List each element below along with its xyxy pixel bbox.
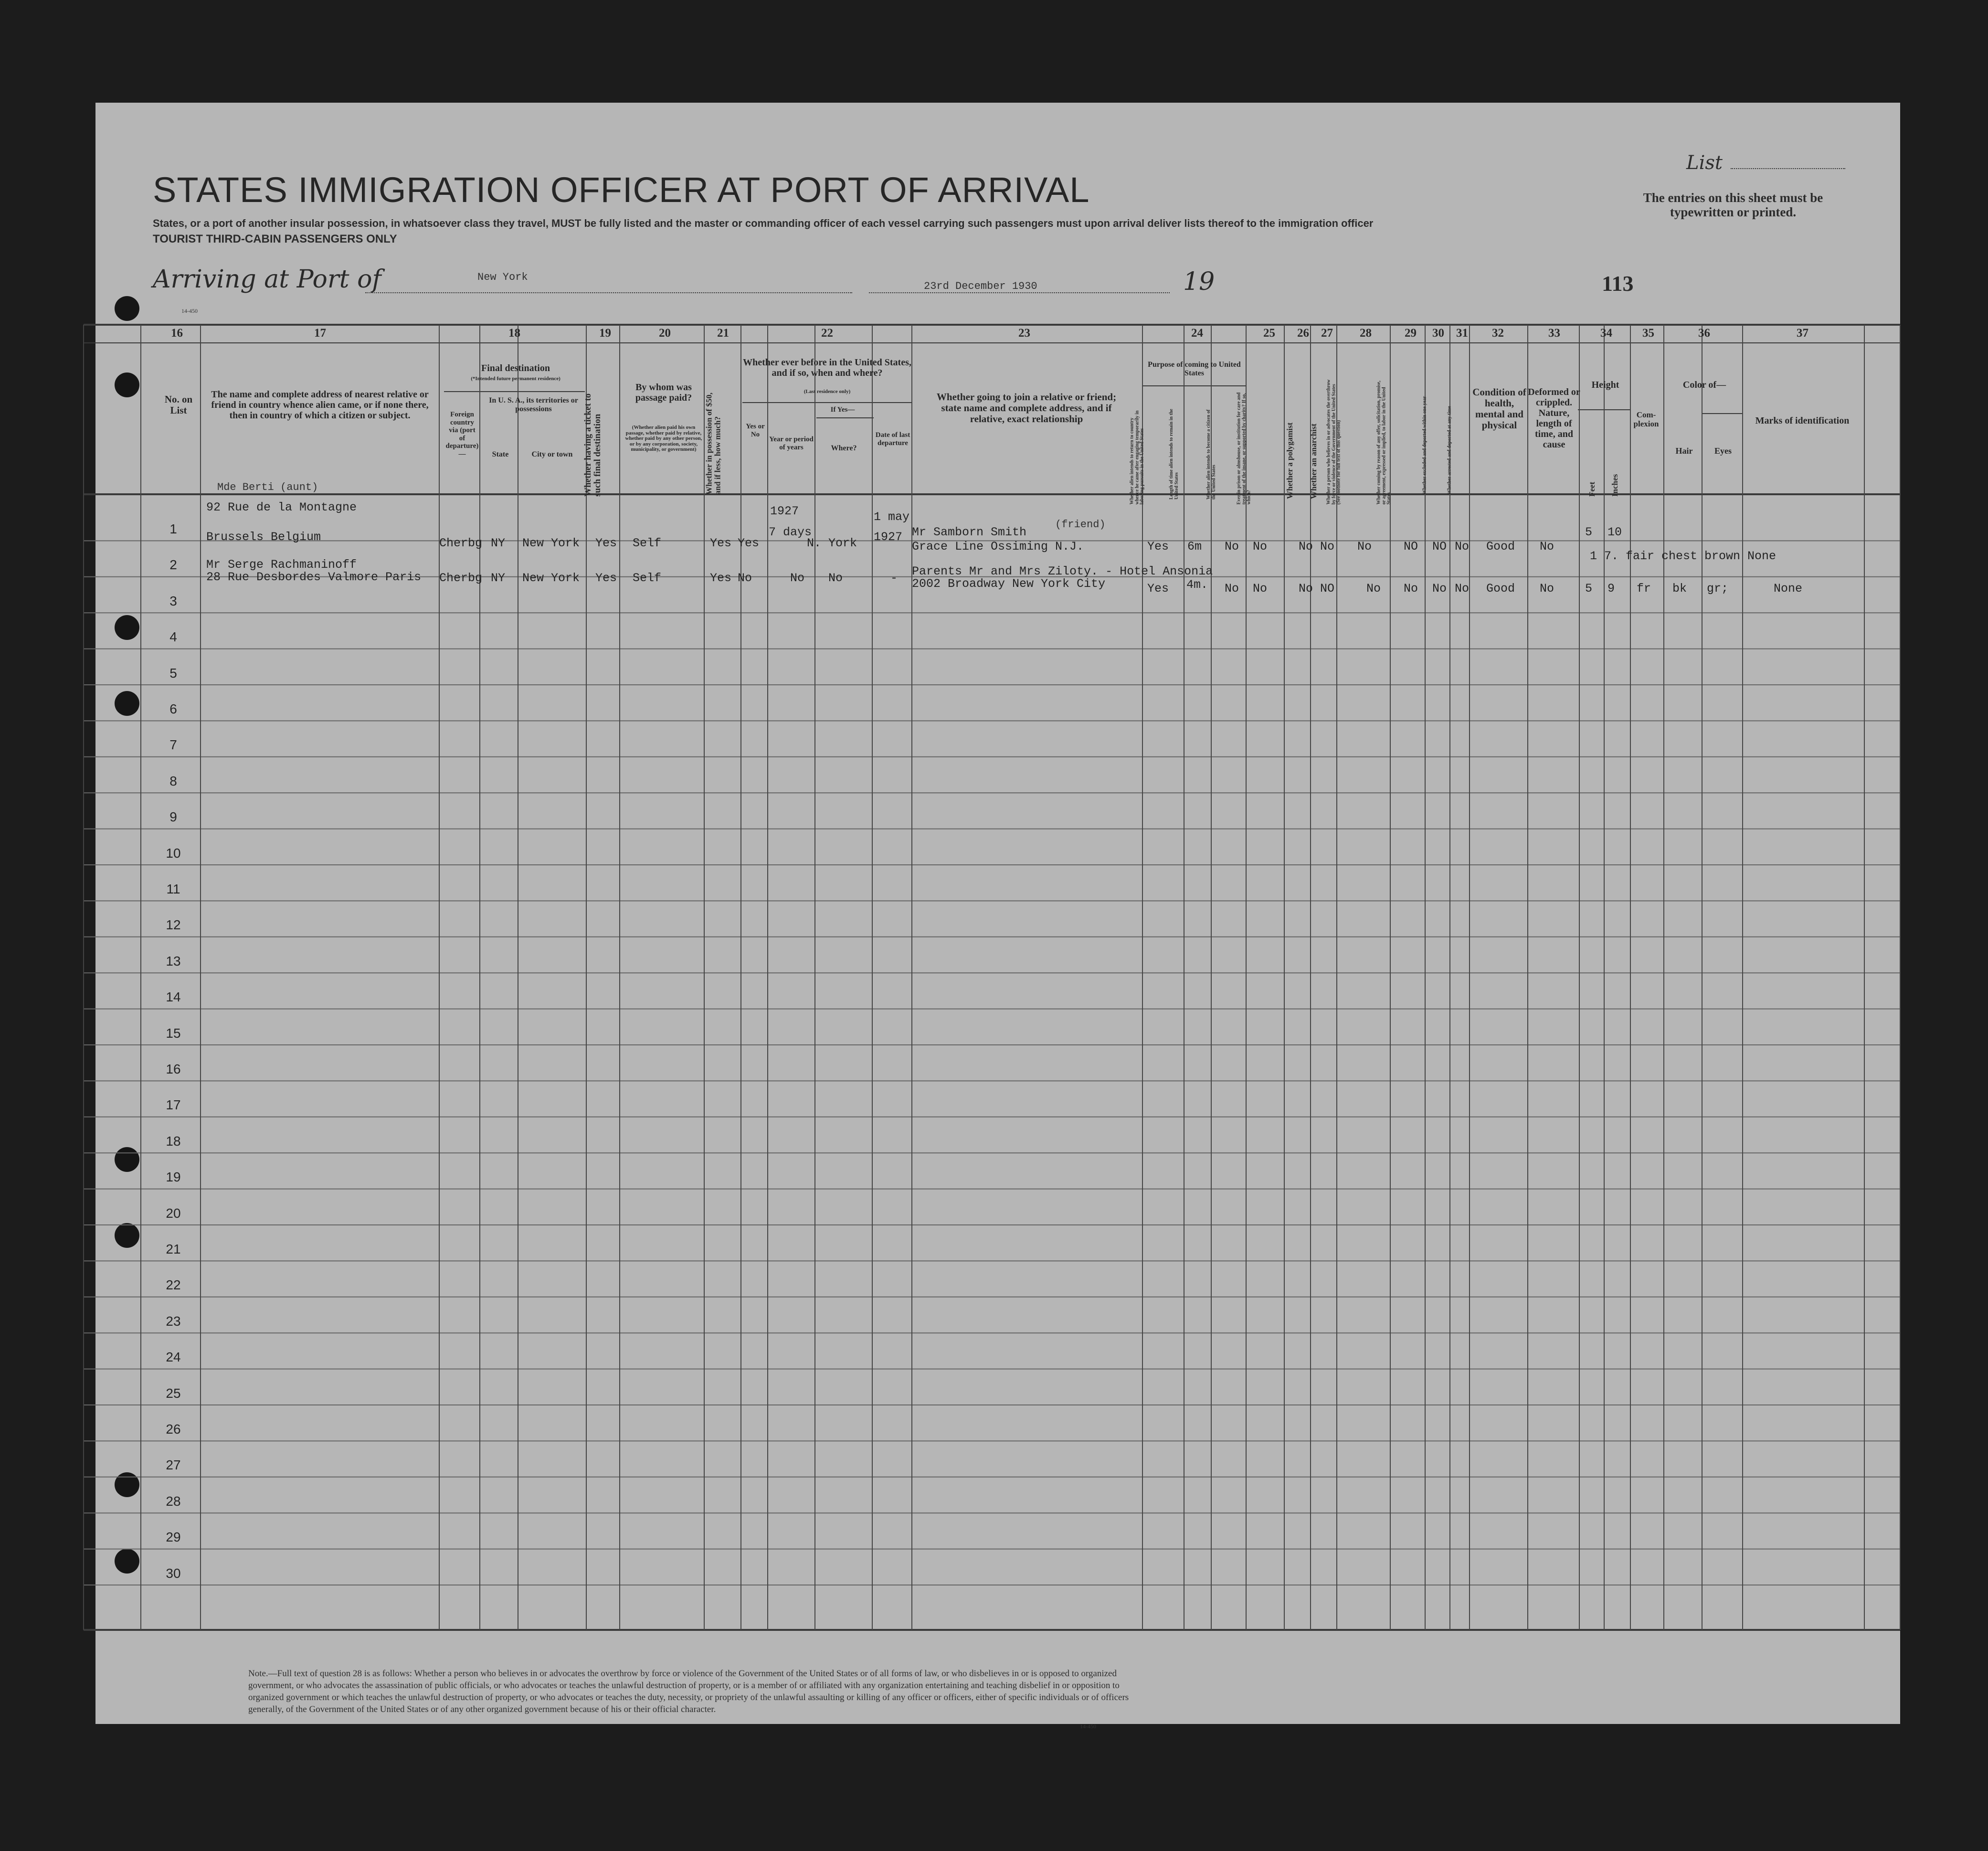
row-number: 23 — [166, 1313, 181, 1329]
year-prefix: 19 — [1183, 267, 1215, 296]
col-heading-fifty-dollars: Whether in possession of $50, and if less, how much? — [704, 393, 722, 495]
entry2-polygamist: No — [1299, 582, 1313, 596]
col-heading-before-us: Whether ever before in the United States, and if so, when and where? — [743, 357, 911, 378]
col-number-33: 33 — [1548, 327, 1560, 340]
form-code: 14-450 — [181, 308, 198, 314]
col-heading-where: Where? — [831, 444, 857, 452]
entry1-relative-address: 92 Rue de la Montagne — [206, 500, 357, 514]
entry2-offer: No — [1404, 582, 1418, 596]
entry1-ticket: Yes — [595, 536, 617, 550]
col-heading-purpose: Purpose of coming to United States — [1148, 361, 1241, 377]
class-label: TOURIST THIRD-CABIN PASSENGERS ONLY — [153, 233, 397, 245]
entry1-before: Yes — [738, 536, 760, 550]
row-number: 1 — [169, 521, 177, 536]
entry1-overthrow: No — [1357, 540, 1372, 553]
entry1-inches: 10 — [1607, 525, 1622, 539]
entry1-fifty: Yes — [710, 536, 732, 550]
col-heading-yes-no: Yes or No — [746, 423, 765, 438]
col-heading-city: City or town — [531, 450, 573, 458]
entry1-relative-name: Mde Berti (aunt) — [217, 481, 318, 493]
col-number-20: 20 — [659, 327, 671, 340]
row-number: 2 — [169, 557, 177, 573]
entry2-join-line1: Parents Mr and Mrs Ziloty. - Hotel Ansonia — [912, 564, 1213, 578]
entry2-feet: 5 — [1585, 582, 1593, 596]
row-number: 16 — [166, 1062, 181, 1076]
col-number-25: 25 — [1263, 327, 1275, 340]
entry1-offer: NO — [1404, 540, 1418, 553]
entry2-eyes: gr; — [1707, 582, 1729, 596]
col-heading-purpose-citizen: Whether alien intends to become a citizen of the United States — [1206, 409, 1216, 500]
col-number-18: 18 — [508, 327, 520, 340]
row-number: 5 — [169, 665, 177, 681]
entry2-deformed: No — [1540, 582, 1554, 596]
entry2-passage: Self — [633, 571, 662, 585]
col-heading-foreign-country: Foreign country via (port of departure)— — [445, 411, 479, 458]
list-line — [1731, 168, 1845, 169]
col-heading-relative: The name and complete address of nearest relative or friend in country whence alien came, or if none there, then in country of which a citizen or subject. — [211, 389, 429, 421]
col-heading-polygamist: Whether a polygamist — [1285, 422, 1294, 499]
col-number-16: 16 — [171, 327, 183, 340]
row-number: 7 — [169, 737, 177, 753]
entry2-inches: 9 — [1607, 582, 1615, 596]
row-number: 26 — [166, 1422, 181, 1436]
entry1-join-address: Grace Line Ossiming N.J. — [912, 540, 1084, 553]
col-heading-purpose-length: Length of time alien intends to remain in the United States — [1169, 409, 1179, 500]
row-number: 22 — [166, 1277, 181, 1293]
entry1-prison: No — [1253, 540, 1268, 553]
col-number-30: 30 — [1432, 327, 1444, 340]
list-label: List — [1686, 152, 1723, 174]
row-number: 30 — [166, 1565, 181, 1581]
entry1-polygamist: No — [1299, 540, 1313, 553]
entry2-overthrow: No — [1366, 582, 1381, 596]
entry1-join-name: Mr Samborn Smith — [912, 525, 1027, 539]
entry1-anarchist: No — [1320, 540, 1335, 553]
col-heading-final-destination: Final destination — [481, 363, 550, 373]
entry2-foreign-port: Cherbg — [439, 571, 483, 585]
col-heading-inches: Inches — [1610, 474, 1619, 497]
port-line — [365, 292, 852, 293]
row-number: 12 — [166, 917, 181, 933]
date-line — [869, 292, 1170, 293]
col-heading-ticket: Whether having a ticket to such final destination — [583, 393, 603, 497]
entry1-relative-city: Brussels Belgium — [206, 530, 321, 544]
col-number-24: 24 — [1191, 327, 1203, 340]
row-number: 8 — [169, 773, 177, 788]
footnote-code: 14-450 — [1080, 1723, 1096, 1730]
row-number: 25 — [166, 1385, 181, 1401]
entry2-marks: None — [1774, 582, 1803, 596]
row-number: 19 — [166, 1170, 181, 1185]
entry2-return: Yes — [1147, 582, 1169, 596]
entry2-where: No — [828, 571, 843, 585]
col-number-32: 32 — [1492, 327, 1504, 340]
entry1-return: Yes — [1147, 540, 1169, 553]
row-number: 29 — [166, 1530, 181, 1545]
arriving-label: Arriving at Port of — [153, 265, 381, 294]
entry2-arrested: No — [1455, 582, 1470, 596]
col-heading-deformed: Deformed or crippled. Nature, length of time, and cause — [1528, 387, 1580, 450]
row-number: 11 — [166, 882, 180, 896]
col-number-31: 31 — [1456, 327, 1468, 340]
col-number-35: 35 — [1642, 327, 1654, 340]
col-number-21: 21 — [717, 327, 729, 340]
col-heading-if-yes: If Yes— — [830, 406, 855, 414]
footnote: Note.—Full text of question 28 is as follows: Whether a person who believes in or advocates the overthrow by force or violence of the Government of the United States or of all forms of law, or who disbelieves in or is opposed to organized government, or who advocates the assassination of public officials, or who advocates or teaches the unlawful destruction of property, or is a member of or affiliated with any organization entertaining and teaching disbelief in or opposition to organized government or which teaches the unlawful destruction of property, or who advocates or teaches the duty, necessity, or propriety of the unlawful assaulting or killing of any officer or officers, either of specific individuals or of officers generally, of the Government of the United States or of any other organized government because of his or their official character. — [248, 1669, 1129, 1715]
col-heading-last-residence: (Last residence only) — [804, 389, 851, 394]
col-heading-arrested: Whether arrested and deported at any time — [1447, 406, 1452, 495]
entry1-feet: 5 — [1585, 525, 1593, 539]
col-heading-feet: Feet — [1587, 481, 1597, 497]
entry1-departure1: 1 may — [874, 510, 910, 524]
col-heading-passage: By whom was passage paid? — [635, 382, 692, 403]
row-number: 6 — [169, 702, 177, 716]
entry2-join-line2: 2002 Broadway New York City — [912, 577, 1106, 591]
entry1-excluded: NO — [1432, 540, 1447, 553]
col-heading-complexion: Com-plexion — [1633, 410, 1659, 428]
col-heading-in-usa: In U. S. A., its territories or possessions — [489, 396, 578, 413]
row-number: 4 — [169, 629, 177, 645]
entry2-excluded: No — [1432, 582, 1447, 596]
entry1-health: Good — [1486, 540, 1515, 553]
entry1-deformed: No — [1540, 540, 1554, 553]
entry1-city: New York — [522, 536, 580, 550]
entry1-join-relation: (friend) — [1055, 519, 1106, 531]
col-number-27: 27 — [1321, 327, 1333, 340]
entry2-relative-name: Mr Serge Rachmaninoff — [206, 558, 357, 572]
entry2-length: 4m. — [1186, 578, 1208, 592]
entry2-city: New York — [522, 571, 580, 585]
entry1-citizen: No — [1225, 540, 1239, 553]
col-heading-excluded: Whether excluded and deported within one year — [1422, 396, 1428, 495]
entry1-departure2: 1927 — [874, 530, 903, 544]
col-heading-no-on-list: No. on List — [164, 394, 193, 416]
row-number: 3 — [169, 593, 177, 608]
port-value: New York — [477, 271, 528, 283]
row-number: 28 — [166, 1493, 181, 1509]
col-heading-marks: Marks of identification — [1755, 415, 1850, 426]
col-number-23: 23 — [1018, 327, 1030, 340]
entry1-passage: Self — [633, 536, 662, 550]
col-heading-color-of: Color of— — [1682, 380, 1726, 390]
col-heading-purpose-return: Whether alien intends to return to country whence he came after engaging temporarily in laboring pursuits in the United States — [1129, 410, 1145, 505]
col-heading-final-destination-note: (*Intended future permanent residence) — [471, 376, 560, 382]
entry2-ticket: Yes — [595, 571, 617, 585]
col-heading-eyes: Eyes — [1714, 446, 1732, 456]
col-number-34: 34 — [1600, 327, 1612, 340]
instruction-note: The entries on this sheet must be typewritten or printed. — [1643, 191, 1823, 219]
col-number-36: 36 — [1698, 327, 1710, 340]
col-number-28: 28 — [1360, 327, 1372, 340]
col-heading-hair: Hair — [1675, 446, 1693, 456]
entry1-year1: 1927 — [770, 504, 799, 518]
col-heading-date-departure: Date of last departure — [875, 431, 910, 447]
col-heading-passage-note: (Whether alien paid his own passage, whether paid by relative, whether paid by any other person, or by any corporation, society, municipality, or government) — [625, 425, 702, 453]
row-number: 20 — [166, 1205, 181, 1221]
col-heading-anarchist: Whether an anarchist — [1309, 423, 1318, 499]
date-value: 23rd December 1930 — [924, 280, 1037, 292]
col-heading-joining: Whether going to join a relative or friend; state name and complete address, and if relative, exact relationship — [936, 391, 1117, 425]
row-number: 27 — [166, 1457, 181, 1473]
title-subtext: States, or a port of another insular possession, in whatsoever class they travel, MUST be fully listed and the master or commanding officer of each vessel carrying such passengers must upon arrival deliver lists thereof to the immigration officer — [153, 217, 1374, 229]
row-number: 15 — [166, 1025, 181, 1041]
entry1-arrested: No — [1455, 540, 1470, 553]
col-number-19: 19 — [599, 327, 611, 340]
entry2-citizen: No — [1225, 582, 1239, 596]
col-number-17: 17 — [314, 327, 326, 340]
col-heading-prison: Ever in prison or almshouse, or institution for care and treatment of the insane, or supported by charity? If so, which? — [1236, 392, 1252, 505]
entry1-marks-line: 1 7. fair chest brown None — [1590, 549, 1777, 563]
entry1-where: N. York — [807, 536, 857, 550]
col-heading-health: Condition of health, mental and physical — [1472, 386, 1526, 431]
entry2-health: Good — [1486, 582, 1515, 596]
row-number: 13 — [166, 953, 181, 968]
entry2-relative-address: 28 Rue Desbordes Valmore Paris — [206, 570, 422, 584]
row-number: 24 — [166, 1350, 181, 1365]
row-number: 9 — [169, 809, 177, 825]
entry2-complexion: fr — [1637, 582, 1651, 596]
row-number: 14 — [166, 989, 181, 1005]
entry1-state: NY — [491, 536, 506, 550]
entry1-length: 6m — [1187, 540, 1202, 553]
entry2-before: No — [738, 571, 752, 585]
entry2-fifty: Yes — [710, 571, 732, 585]
entry2-state: NY — [491, 571, 506, 585]
col-number-26: 26 — [1297, 327, 1309, 340]
entry1-year2: 7 days — [769, 525, 812, 539]
col-number-22: 22 — [821, 327, 833, 340]
row-number: 17 — [166, 1097, 181, 1113]
row-number: 10 — [166, 845, 181, 861]
col-number-29: 29 — [1405, 327, 1417, 340]
entry2-anarchist: NO — [1320, 582, 1335, 596]
entry1-foreign-port: Cherbg — [439, 536, 483, 550]
col-heading-offer: Whether coming by reason of any offer, solicitation, promise, or agreement, expressed or implied, to labor in the United States — [1376, 381, 1392, 505]
col-heading-overthrow: Whether a person who believes in or advocates the overthrow by force or violence of the Government of the United States (See footnote for full text of this question) — [1326, 379, 1342, 505]
entry2-hair: bk — [1672, 582, 1687, 596]
col-number-37: 37 — [1797, 327, 1808, 340]
page-number: 113 — [1602, 271, 1634, 296]
col-heading-year-period: Year or period of years — [769, 436, 814, 451]
entry2-departure: - — [890, 571, 898, 585]
entry2-prison: No — [1253, 582, 1268, 596]
col-heading-state: State — [492, 450, 509, 458]
row-number: 21 — [166, 1242, 181, 1256]
page-title: STATES IMMIGRATION OFFICER AT PORT OF ARRIVAL — [153, 170, 1090, 210]
row-number: 18 — [166, 1133, 181, 1149]
col-heading-height: Height — [1591, 380, 1619, 390]
entry2-year: No — [790, 571, 805, 585]
